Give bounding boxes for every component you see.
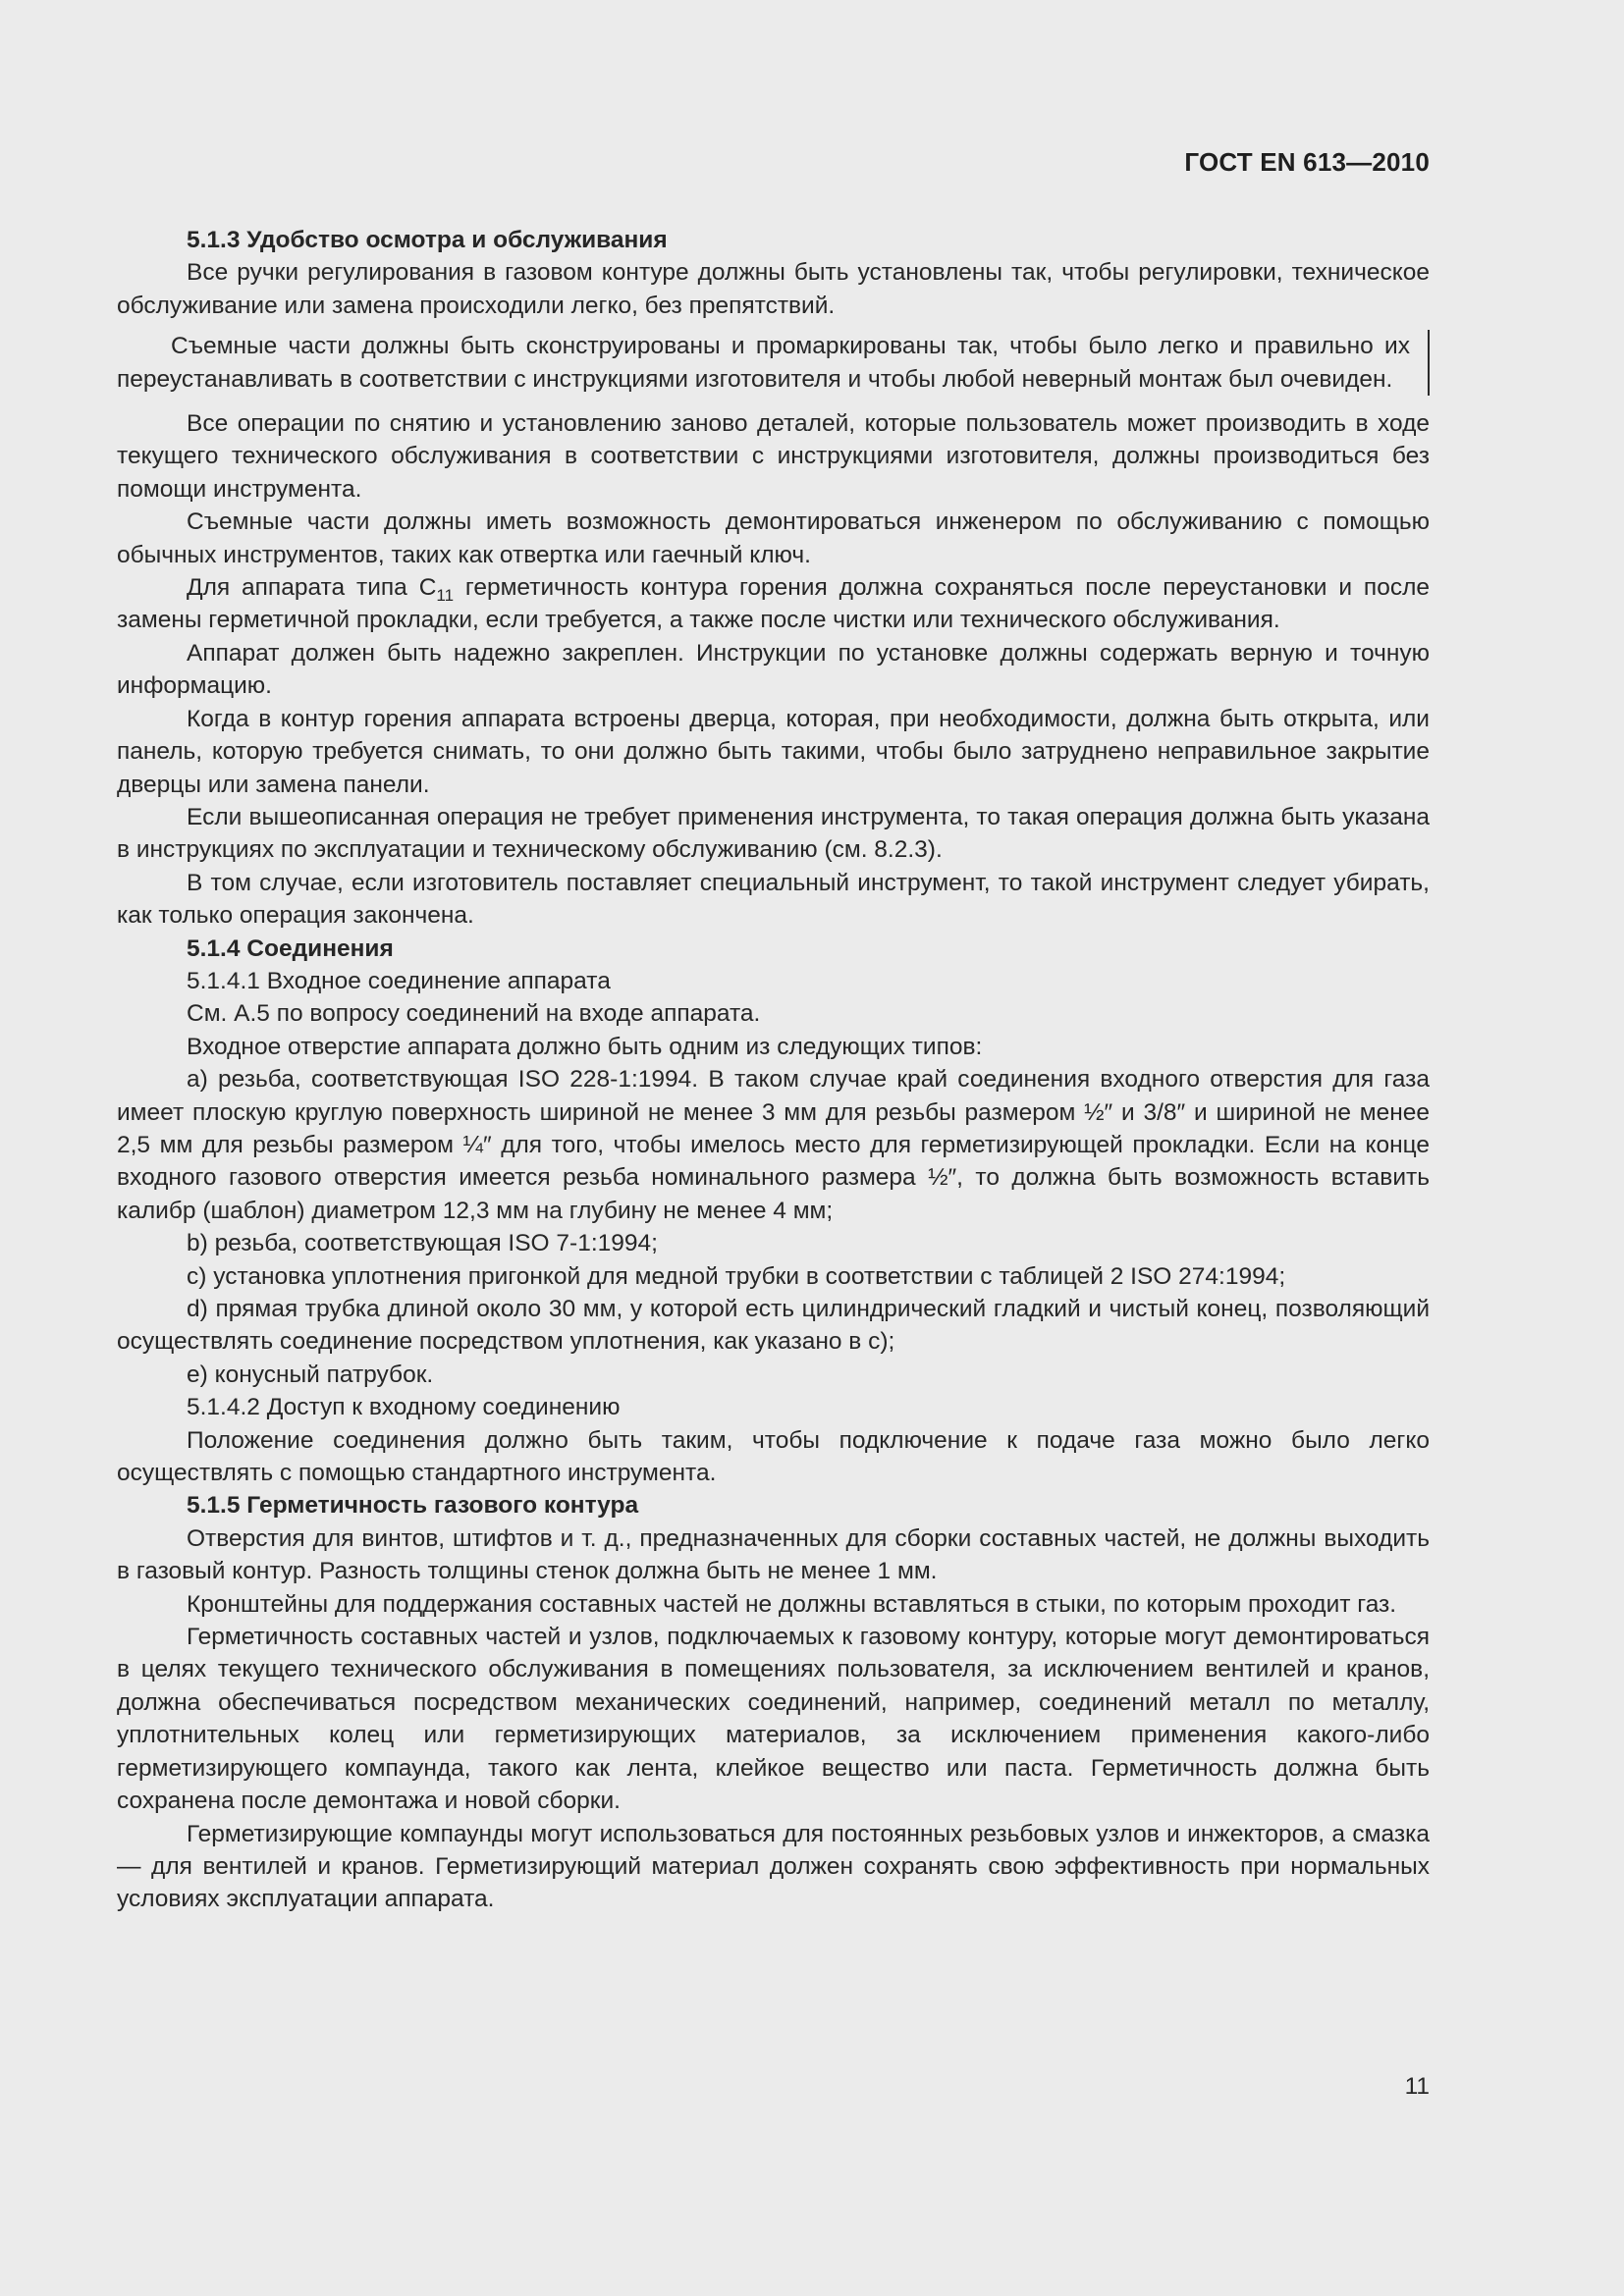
document-header-standard-number: ГОСТ EN 613—2010	[1184, 147, 1430, 177]
paragraph: Аппарат должен быть надежно закреплен. Инструкции по установке должны содержать верную и точную информацию.	[117, 639, 1430, 700]
paragraph: Съемные части должны иметь возможность демонтироваться инженером по обслуживанию с помощью обычных инструментов, таких как отвертка или гаечный ключ.	[117, 508, 1430, 568]
paragraph: Входное отверстие аппарата должно быть одним из следующих типов:	[187, 1033, 983, 1060]
page-number: 11	[1404, 2073, 1430, 2100]
paragraph: Положение соединения должно быть таким, чтобы подключение к подаче газа можно было легко осуществлять с помощью стандартного инструмента.	[117, 1426, 1430, 1487]
text-fragment: Для аппарата типа С	[187, 574, 437, 602]
section-heading-5-1-3: 5.1.3 Удобство осмотра и обслуживания	[187, 227, 668, 253]
paragraph: Отверстия для винтов, штифтов и т. д., предназначенных для сборки составных частей, не должны выходить в газовый контур. Разность толщины стенок должна быть не менее 1 мм.	[117, 1524, 1430, 1585]
paragraph: См. А.5 по вопросу соединений на входе аппарата.	[187, 1000, 761, 1028]
paragraph: Кронштейны для поддержания составных частей не должны вставляться в стыки, по которым проходит газ.	[187, 1590, 1397, 1618]
paragraph: Все ручки регулирования в газовом контуре должны быть установлены так, чтобы регулировки, техническое обслуживание или замена происходили легко, без препятствий.	[117, 259, 1430, 319]
paragraph: Герметизирующие компаунды могут использоваться для постоянных резьбовых узлов и инжекторов, а смазка — для вентилей и кранов. Герметизирующий материал должен сохранять свою эффективность при нормальных условиях эксплуатации аппарата.	[117, 1820, 1430, 1913]
paragraph: Все операции по снятию и установлению заново деталей, которые пользователь может производить в ходе текущего технического обслуживания в соответствии с инструкциями изготовителя, должны производиться без помощи инструмента.	[117, 410, 1430, 503]
paragraph: Когда в контур горения аппарата встроены дверца, которая, при необходимости, должна быть открыта, или панель, которую требуется снимать, то они должно быть такими, чтобы было затруднено неправильное закрытие дверцы или замена панели.	[117, 705, 1430, 798]
section-heading-5-1-4: 5.1.4 Соединения	[187, 934, 394, 962]
paragraph-appliance-type	[117, 571, 1430, 637]
list-item-e: e) конусный патрубок.	[187, 1361, 434, 1388]
list-item-b: b) резьба, соответствующая ISO 7-1:1994;	[187, 1230, 658, 1257]
list-item-d: d) прямая трубка длиной около 30 мм, у которой есть цилиндрический гладкий и чистый конец, позволяющий осуществлять соединение посредством уплотнения, как указано в с);	[117, 1296, 1430, 1356]
subsection-heading-5-1-4-1: 5.1.4.1 Входное соединение аппарата	[187, 967, 611, 994]
subsection-heading-5-1-4-2: 5.1.4.2 Доступ к входному соединению	[187, 1394, 621, 1421]
note-paragraph: Съемные части должны быть сконструированы и промаркированы так, чтобы было легко и правильно их переустанавливать в соответствии с инструкциями изготовителя и чтобы любой неверный монтаж был очевиден.	[117, 333, 1410, 393]
paragraph: Герметичность составных частей и узлов, подключаемых к газовому контуру, которые могут демонтироваться в целях текущего технического обслуживания в помещениях пользователя, за исключением вентилей и кранов, должна обеспечиваться посредством механических соединений, например, соединений металл по металлу, уплотнительных колец или герметизирующих материалов, за исключением применения какого-либо герметизирующего компаунда, такого как лента, клейкое вещество или паста. Герметичность должна быть сохранена после демонтажа и новой сборки.	[117, 1624, 1430, 1815]
text-fragment: герметичность контура горения должна сохраняться после переустановки и после замены герметичной прокладки, если требуется, а также после чистки или технического обслуживания.	[117, 574, 1430, 634]
subscript: 11	[436, 586, 455, 606]
list-item-c: c) установка уплотнения пригонкой для медной трубки в соответствии с таблицей 2 ISO 274:1994;	[187, 1262, 1286, 1290]
section-heading-5-1-5: 5.1.5 Герметичность газового контура	[187, 1492, 639, 1520]
list-item-a: a) резьба, соответствующая ISO 228-1:1994. В таком случае край соединения входного отверстия для газа имеет плоскую круглую поверхность шириной не менее 3 мм для резьбы размером ½″ и 3/8″ и шириной не менее 2,5 мм для резьбы размером ¼″ для того, чтобы имелось место для герметизирующей прокладки. Если на конце входного газового отверстия имеется резьба номинального размера ½″, то должна быть возможность вставить калибр (шаблон) диаметром 12,3 мм на глубину не менее 4 мм;	[117, 1066, 1430, 1224]
paragraph: В том случае, если изготовитель поставляет специальный инструмент, то такой инструмент следует убирать, как только операция закончена.	[117, 869, 1430, 930]
paragraph: Если вышеописанная операция не требует применения инструмента, то такая операция должна быть указана в инструкциях по эксплуатации и техническому обслуживанию (см. 8.2.3).	[117, 803, 1430, 864]
document-body	[117, 224, 1430, 1916]
change-bar-note	[117, 330, 1430, 396]
